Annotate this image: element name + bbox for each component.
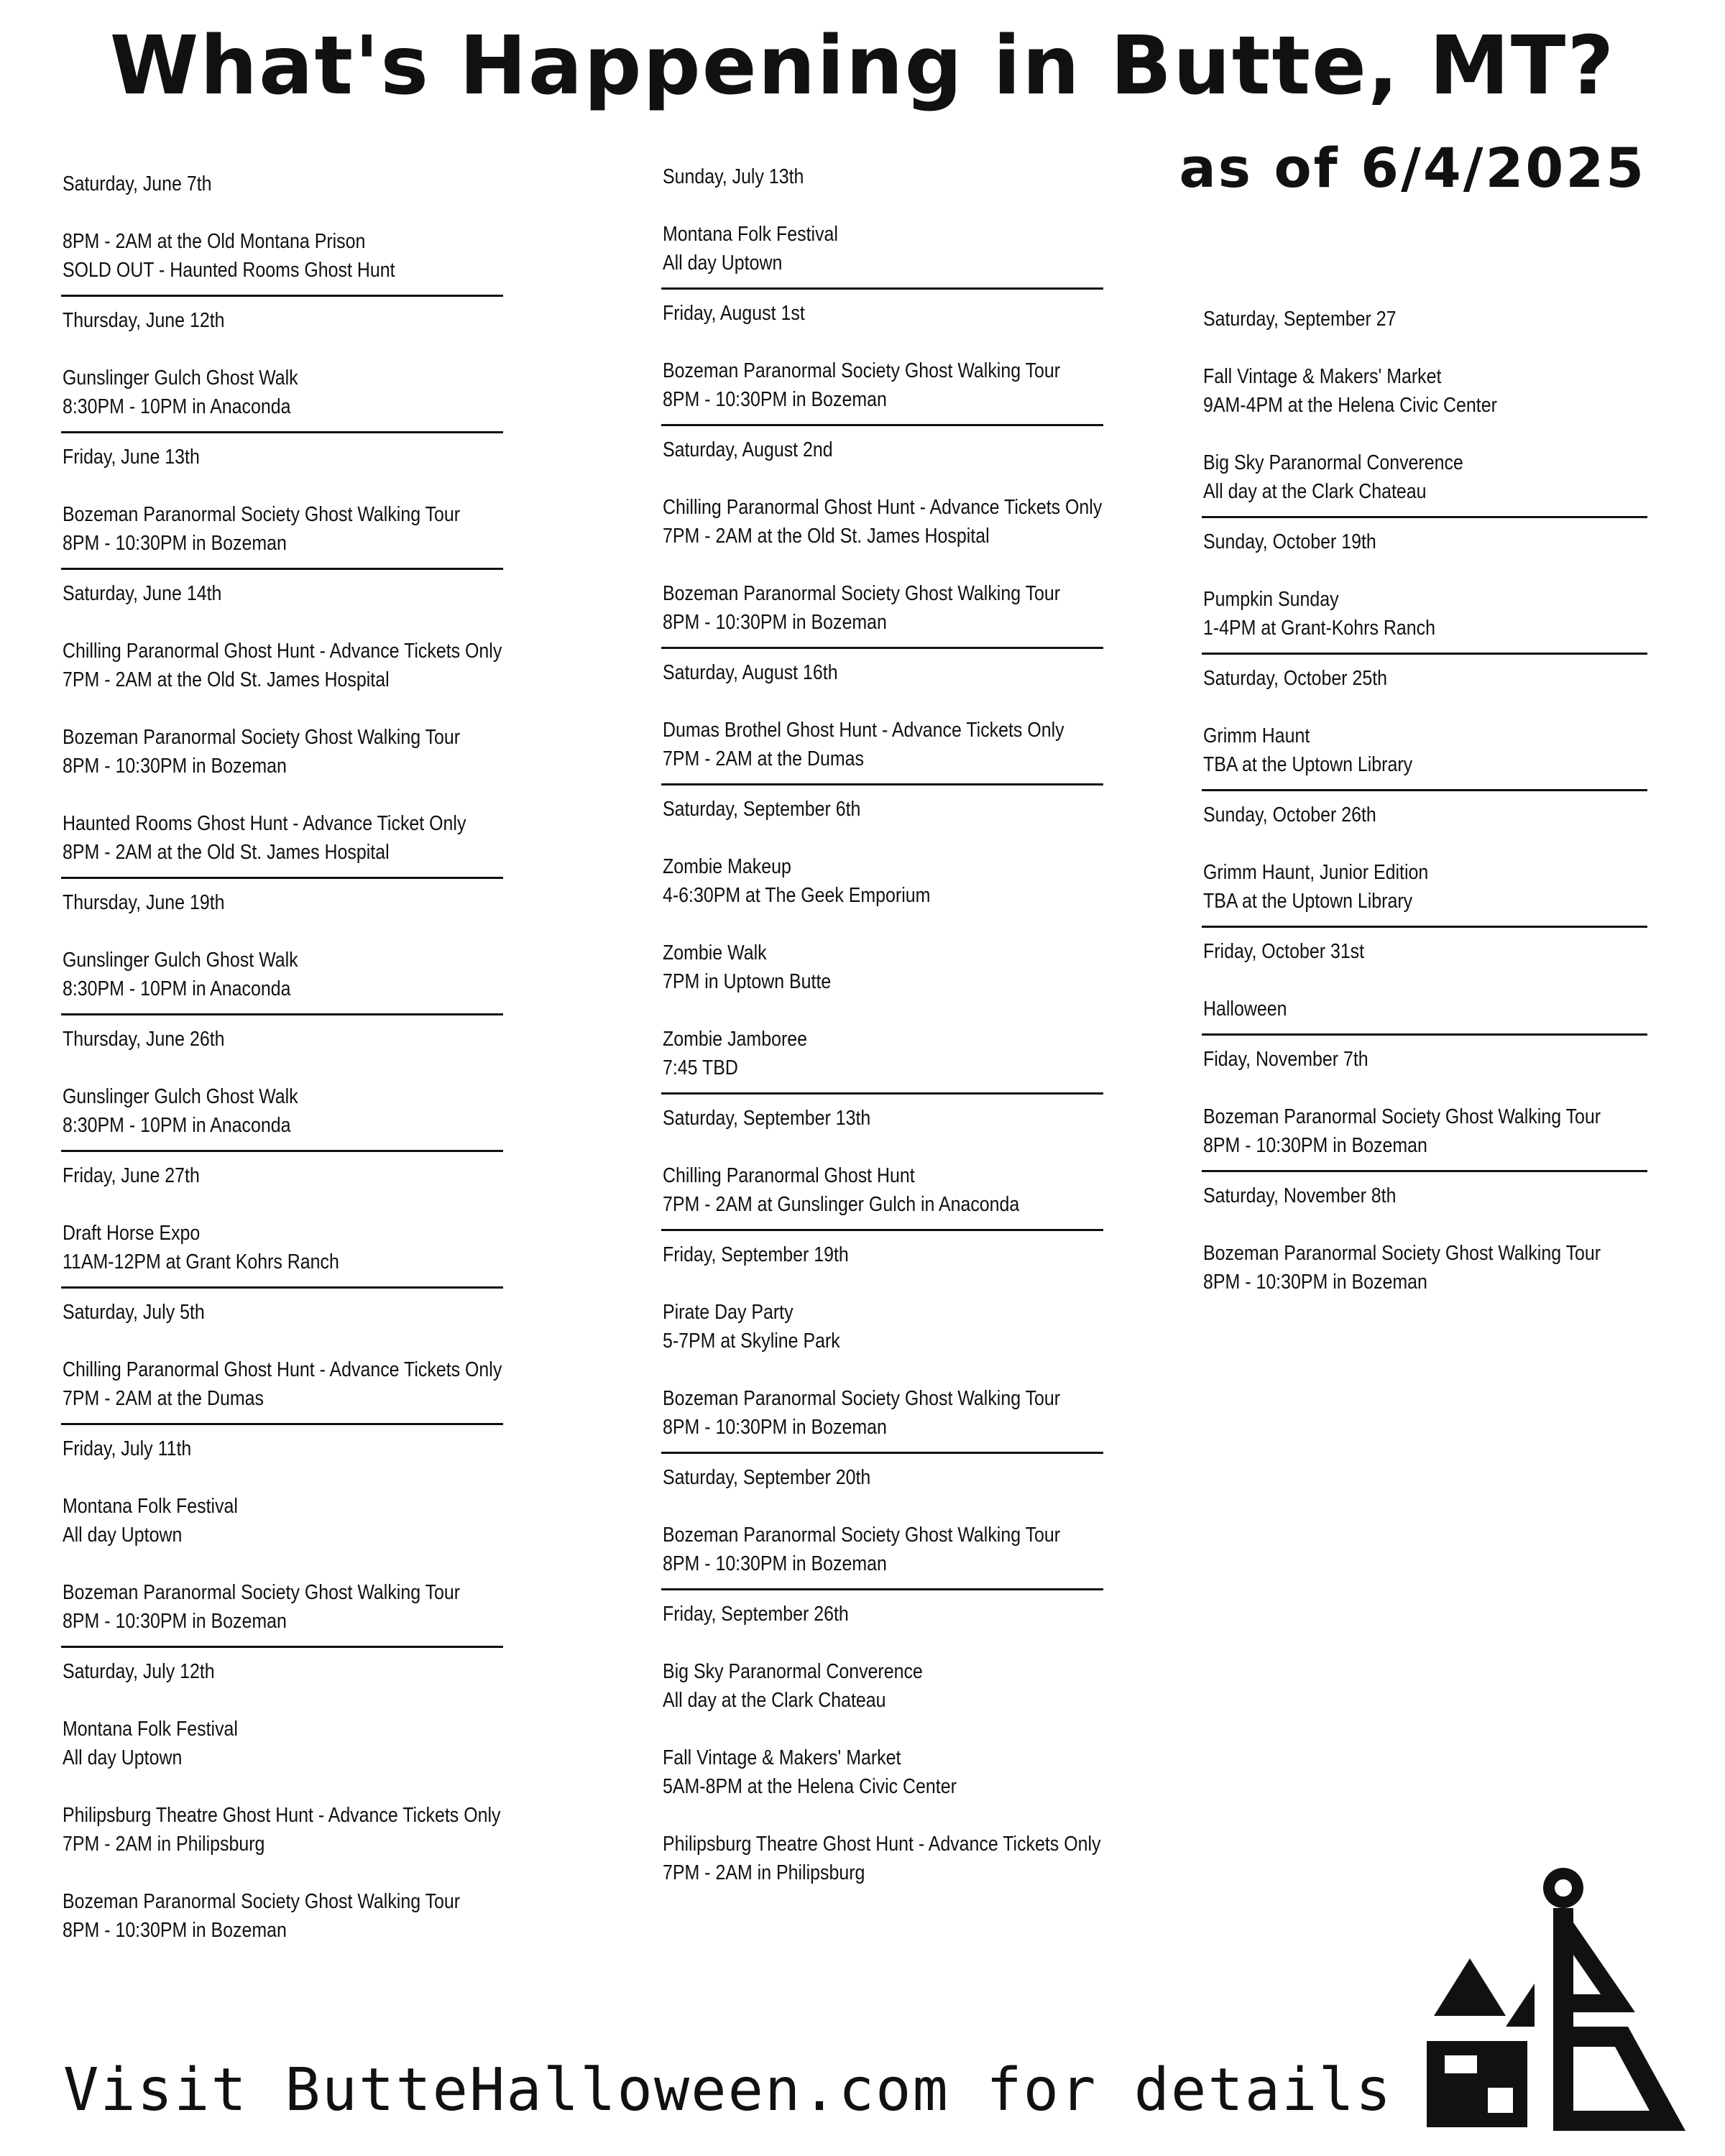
event-item [63,1492,503,1549]
event-title: Bozeman Paranormal Society Ghost Walking Tour [663,359,1061,382]
day-date: Thursday, June 12th [63,309,225,332]
event-item [63,809,503,867]
schedule-day [1202,1036,1647,1172]
event-title: Grimm Haunt, Junior Edition [1203,861,1429,884]
event-title: Philipsburg Theatre Ghost Hunt - Advance Tickets Only [63,1804,501,1827]
event-detail: 8PM - 10:30PM in Bozeman [663,1416,887,1439]
day-date: Saturday, June 7th [63,172,212,195]
event-detail: 4-6:30PM at The Geek Emporium [663,884,931,907]
schedule-day [61,297,503,433]
event-item [1203,722,1647,779]
event-title: Bozeman Paranormal Society Ghost Walking Tour [1203,1105,1601,1128]
as-of-date: as of 6/4/2025 [1179,136,1646,200]
event-item [1203,858,1647,916]
event-detail: 8PM - 10:30PM in Bozeman [663,611,887,634]
schedule-day [1202,295,1647,518]
day-date: Friday, June 27th [63,1164,200,1187]
event-detail: 8PM - 10:30PM in Bozeman [1203,1271,1427,1294]
day-date: Saturday, October 25th [1203,667,1388,690]
day-date: Sunday, October 19th [1203,530,1376,553]
event-title: Zombie Makeup [663,855,791,878]
event-item [663,356,1103,414]
event-item [63,364,503,421]
schedule-column-1 [61,160,503,1955]
schedule-day [661,290,1103,426]
schedule-column-3 [1202,295,1647,1307]
event-detail: 5-7PM at Skyline Park [663,1330,840,1353]
event-title: Bozeman Paranormal Society Ghost Walking Tour [63,1581,461,1604]
event-title: Draft Horse Expo [63,1222,201,1245]
event-title: Bozeman Paranormal Society Ghost Walking Tour [1203,1242,1601,1265]
event-item [663,1384,1103,1442]
event-item [63,1355,503,1413]
event-item [663,716,1103,773]
event-item [663,939,1103,996]
event-title: Halloween [1203,998,1287,1021]
event-item [63,637,503,694]
event-detail: All day Uptown [663,252,783,275]
event-title: Haunted Rooms Ghost Hunt - Advance Ticket Only [63,812,466,835]
event-title: Zombie Walk [663,941,767,964]
event-item [1203,995,1647,1023]
event-detail: 8PM - 2AM at the Old St. James Hospital [63,841,390,864]
page-title: What's Happening in Butte, MT? [109,19,1616,113]
day-date: Friday, September 26th [663,1603,849,1626]
event-item [1203,448,1647,506]
event-detail: 8PM - 10:30PM in Bozeman [663,1552,887,1575]
day-date: Saturday, September 6th [663,798,861,821]
event-detail: 5AM-8PM at the Helena Civic Center [663,1775,957,1798]
event-title: Fall Vintage & Makers' Market [663,1746,901,1769]
event-title: Montana Folk Festival [63,1718,238,1741]
event-title: Gunslinger Gulch Ghost Walk [63,1085,298,1108]
event-detail: 7PM in Uptown Butte [663,970,832,993]
event-title: Bozeman Paranormal Society Ghost Walking Tour [63,726,461,749]
event-detail: All day at the Clark Chateau [1203,480,1427,503]
schedule-day [61,1152,503,1289]
event-item [63,1801,503,1858]
event-title: Pumpkin Sunday [1203,588,1339,611]
event-title: Montana Folk Festival [63,1495,238,1518]
event-item [1203,1102,1647,1160]
event-detail: 9AM-4PM at the Helena Civic Center [1203,394,1497,417]
event-title: Zombie Jamboree [663,1028,807,1051]
schedule-day [661,1231,1103,1454]
day-date: Saturday, September 20th [663,1466,871,1489]
event-title: Chilling Paranormal Ghost Hunt - Advance Tickets Only [63,1358,502,1381]
event-detail: 8:30PM - 10PM in Anaconda [63,977,291,1000]
schedule-day [61,433,503,570]
event-title: Chilling Paranormal Ghost Hunt - Advance Tickets Only [63,640,502,663]
event-item [63,1219,503,1276]
event-title: Bozeman Paranormal Society Ghost Walking Tour [63,503,461,526]
event-detail: 7PM - 2AM in Philipsburg [663,1861,865,1884]
event-detail: All day Uptown [63,1524,183,1547]
day-date: Sunday, July 13th [663,165,804,188]
event-item [1203,1239,1647,1296]
event-title: Big Sky Paranormal Converence [663,1660,923,1683]
event-detail: 8PM - 10:30PM in Bozeman [63,755,287,778]
event-item [63,1715,503,1772]
event-detail: SOLD OUT - Haunted Rooms Ghost Hunt [63,259,395,282]
event-title: Grimm Haunt [1203,724,1310,747]
event-detail: 8PM - 10:30PM in Bozeman [63,532,287,555]
event-item [663,1298,1103,1355]
event-item [63,500,503,558]
day-date: Fiday, November 7th [1203,1048,1368,1071]
event-title: Gunslinger Gulch Ghost Walk [63,949,298,972]
event-title: Pirate Day Party [663,1301,794,1324]
event-detail: TBA at the Uptown Library [1203,890,1413,913]
event-detail: 7PM - 2AM in Philipsburg [63,1833,265,1856]
day-date: Saturday, July 5th [63,1301,205,1324]
day-date: Saturday, August 16th [663,661,838,684]
schedule-day [61,879,503,1015]
day-date: Friday, August 1st [663,302,805,325]
event-detail: TBA at the Uptown Library [1203,753,1413,776]
event-item [63,1082,503,1140]
event-detail: 8PM - 10:30PM in Bozeman [63,1919,287,1942]
event-detail: 8PM - 10:30PM in Bozeman [1203,1134,1427,1157]
schedule-day [61,1289,503,1425]
schedule-day [61,1648,503,1955]
day-date: Saturday, September 27 [1203,308,1397,331]
schedule-day [61,1015,503,1152]
event-title: Gunslinger Gulch Ghost Walk [63,367,298,390]
event-detail: All day at the Clark Chateau [663,1689,886,1712]
schedule-day [1202,791,1647,928]
day-date: Saturday, November 8th [1203,1184,1397,1207]
event-detail: 1-4PM at Grant-Kohrs Ranch [1203,617,1435,640]
event-title: Fall Vintage & Makers' Market [1203,365,1442,388]
schedule-day [61,570,503,879]
day-date: Friday, June 13th [63,446,200,469]
event-title: Philipsburg Theatre Ghost Hunt - Advance Tickets Only [663,1833,1101,1856]
event-item [1203,362,1647,420]
day-date: Thursday, June 19th [63,891,225,914]
day-date: Saturday, June 14th [63,582,222,605]
day-date: Thursday, June 26th [63,1028,225,1051]
schedule-day [1202,655,1647,791]
schedule-day [661,1454,1103,1590]
event-detail: 7PM - 2AM at the Old St. James Hospital [663,525,990,548]
event-item [663,1657,1103,1715]
day-date: Friday, September 19th [663,1243,849,1266]
event-title: Big Sky Paranormal Converence [1203,451,1463,474]
event-item [663,1521,1103,1578]
event-title: Bozeman Paranormal Society Ghost Walking Tour [663,1387,1061,1410]
event-detail: 7PM - 2AM at the Dumas [663,747,864,770]
event-item [663,493,1103,550]
event-item [1203,585,1647,642]
schedule-day [661,649,1103,786]
schedule-column-2 [661,153,1103,1897]
event-detail: All day Uptown [63,1746,183,1769]
event-detail: 8:30PM - 10PM in Anaconda [63,1114,291,1137]
schedule-day [661,426,1103,649]
schedule-day [61,1425,503,1648]
event-item [663,579,1103,637]
event-title: Dumas Brothel Ghost Hunt - Advance Tickets Only [663,719,1064,742]
event-title: 8PM - 2AM at the Old Montana Prison [63,230,366,253]
schedule-day [1202,1172,1647,1307]
event-detail: 8:30PM - 10PM in Anaconda [63,395,291,418]
event-item [63,1887,503,1945]
schedule-day [661,786,1103,1095]
event-detail: 8PM - 10:30PM in Bozeman [663,388,887,411]
event-item [663,220,1103,277]
day-date: Saturday, August 2nd [663,438,833,461]
event-detail: 11AM-12PM at Grant Kohrs Ranch [63,1250,339,1273]
event-title: Chilling Paranormal Ghost Hunt - Advance Tickets Only [663,496,1103,519]
event-item [663,1743,1103,1801]
event-detail: 8PM - 10:30PM in Bozeman [63,1610,287,1633]
schedule-day [1202,928,1647,1036]
schedule-day [661,153,1103,290]
event-item [663,1161,1103,1219]
event-title: Bozeman Paranormal Society Ghost Walking Tour [63,1890,461,1913]
day-date: Saturday, September 13th [663,1107,871,1130]
schedule-day [1202,518,1647,655]
event-title: Bozeman Paranormal Society Ghost Walking Tour [663,1524,1061,1547]
event-item [63,227,503,285]
event-item [663,1025,1103,1082]
footer-website-note: Visit ButteHalloween.com for details [63,2056,1393,2124]
day-date: Friday, October 31st [1203,940,1365,963]
schedule-day [661,1095,1103,1231]
event-detail: 7PM - 2AM at Gunslinger Gulch in Anaconda [663,1193,1020,1216]
event-item [63,946,503,1003]
event-item [663,1830,1103,1887]
schedule-day [61,160,503,297]
event-title: Montana Folk Festival [663,223,838,246]
event-title: Bozeman Paranormal Society Ghost Walking Tour [663,582,1061,605]
day-date: Sunday, October 26th [1203,803,1376,826]
event-detail: 7:45 TBD [663,1056,738,1079]
event-detail: 7PM - 2AM at the Old St. James Hospital [63,668,390,691]
event-item [63,1578,503,1636]
schedule-day [661,1590,1103,1897]
event-item [663,852,1103,910]
day-date: Friday, July 11th [63,1437,192,1460]
day-date: Saturday, July 12th [63,1660,215,1683]
event-item [63,723,503,780]
butte-halloween-logo-icon [1420,1858,1685,2145]
event-title: Chilling Paranormal Ghost Hunt [663,1164,915,1187]
event-detail: 7PM - 2AM at the Dumas [63,1387,264,1410]
